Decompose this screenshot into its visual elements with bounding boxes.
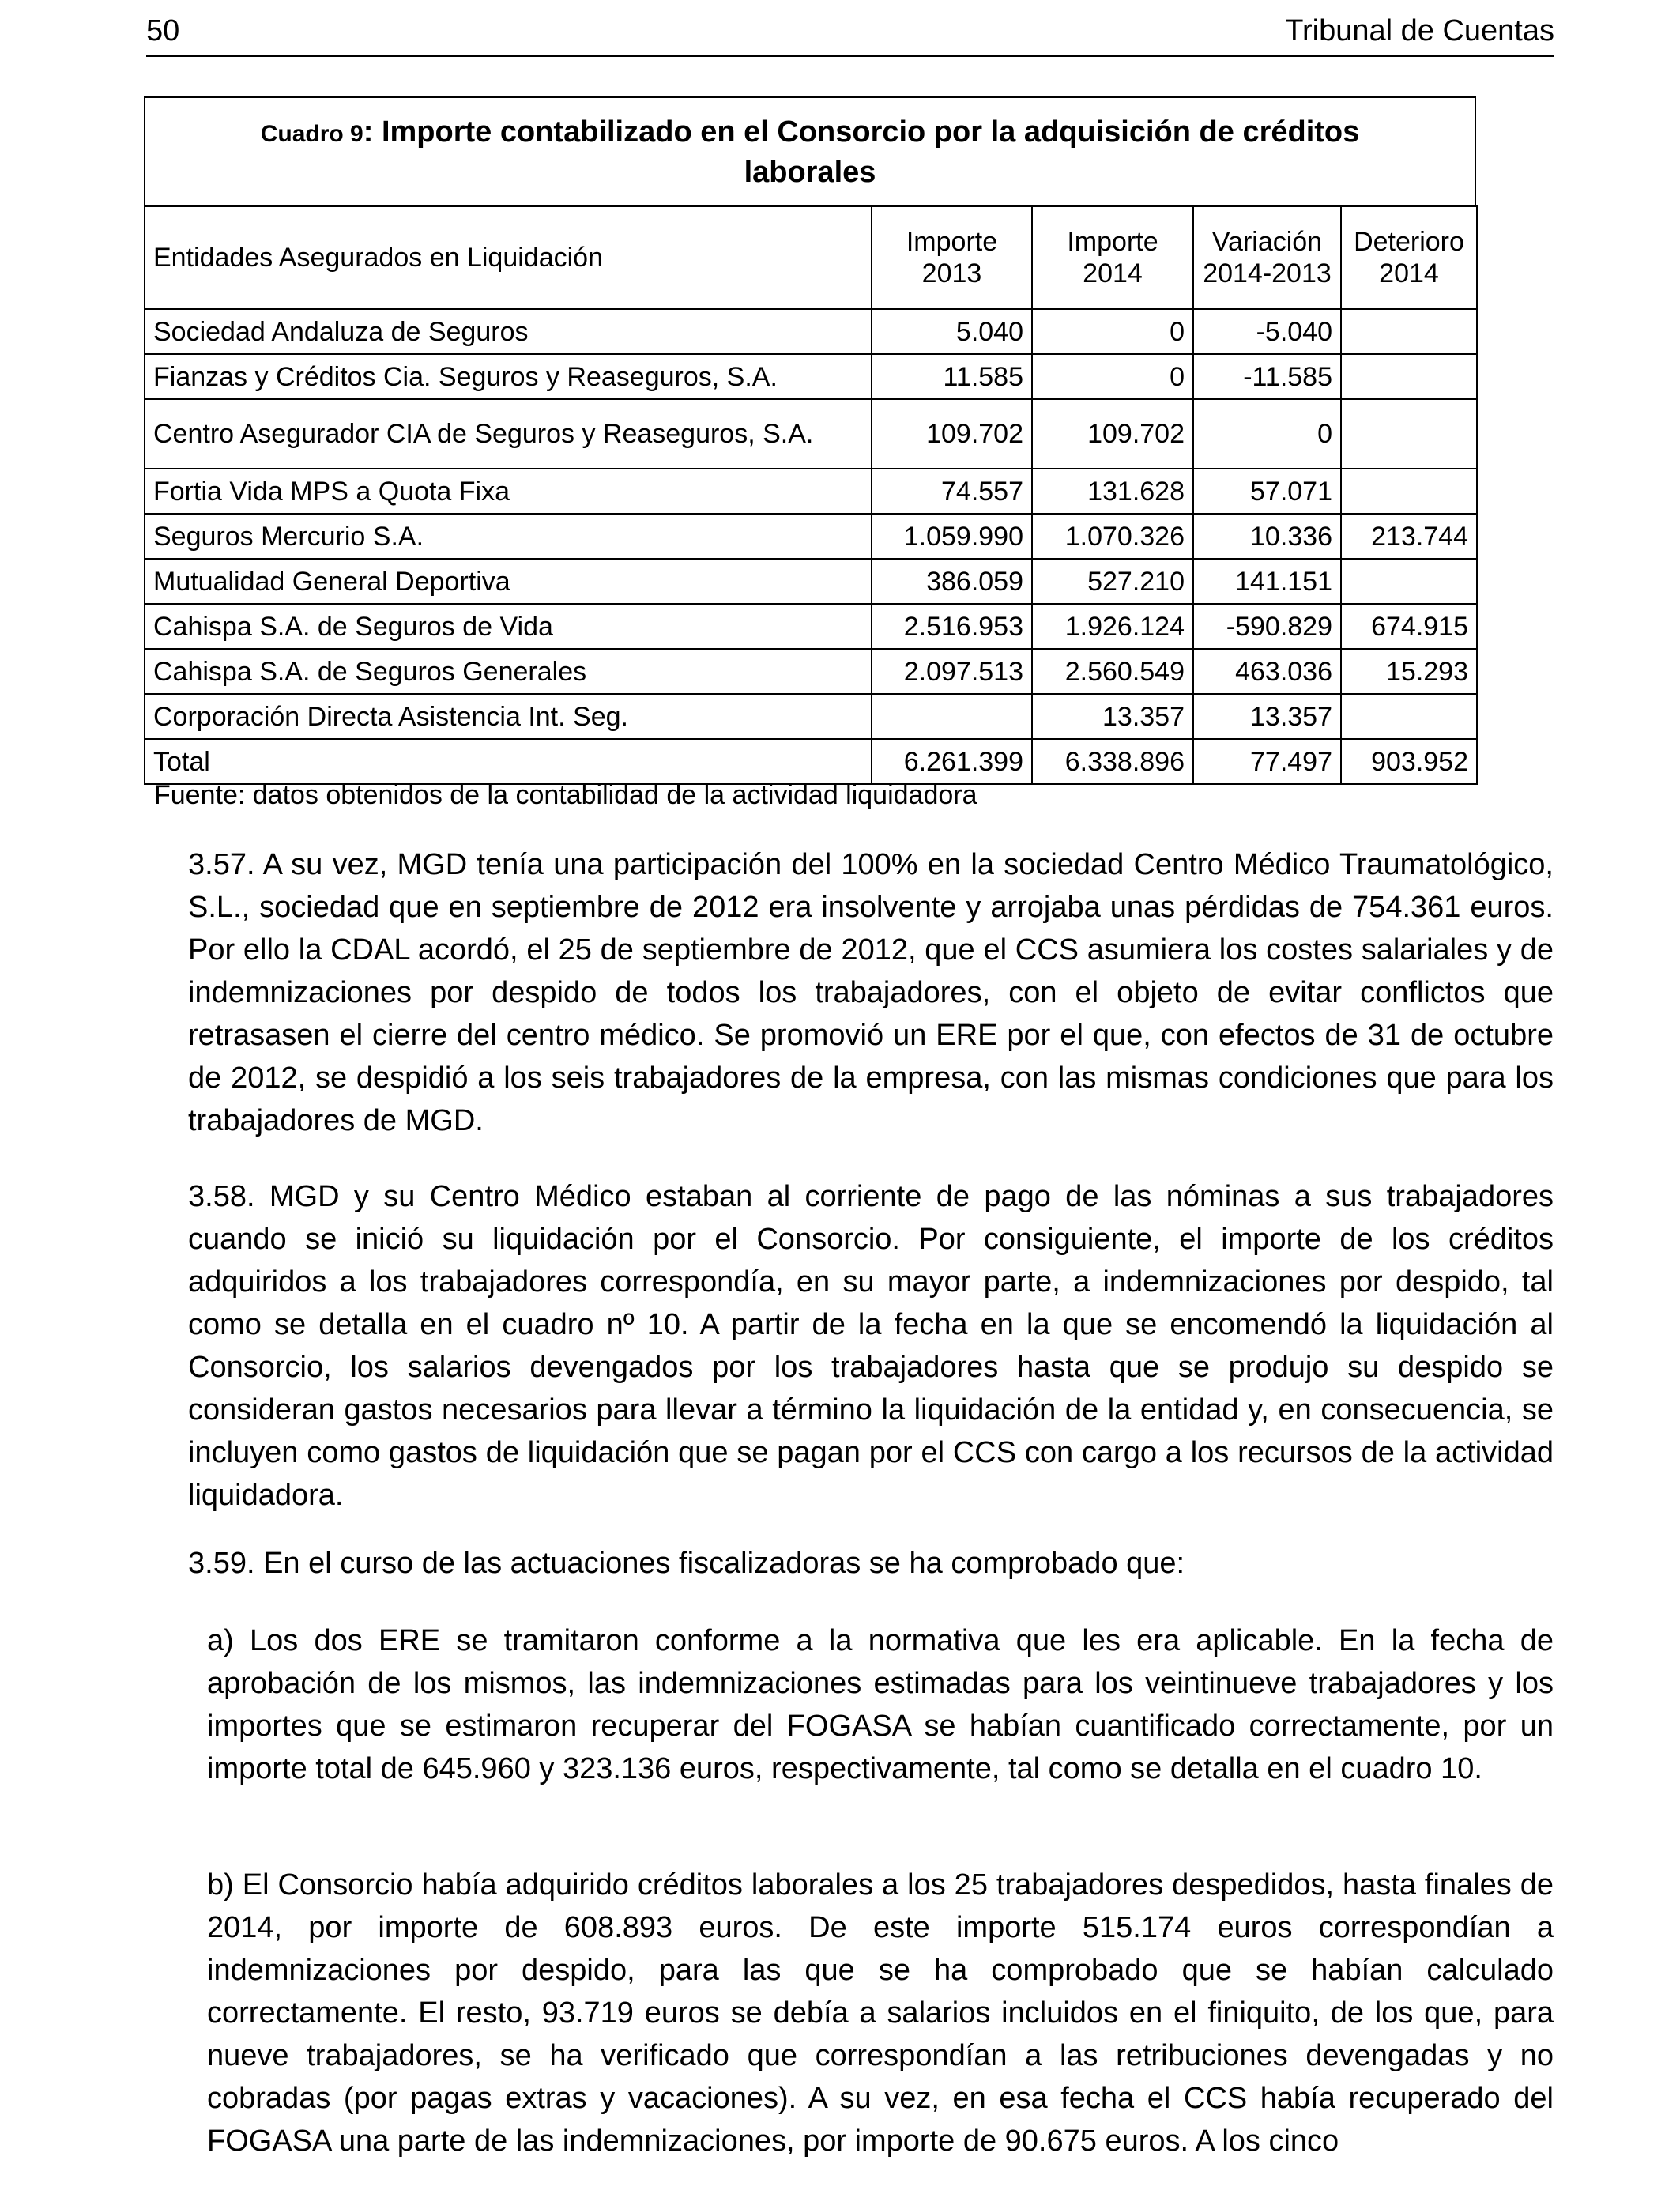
column-header: Entidades Asegurados en Liquidación — [145, 206, 872, 309]
entity-name: Fortia Vida MPS a Quota Fixa — [145, 469, 872, 514]
header-row — [145, 206, 1477, 309]
amount-2014: 1.070.326 — [1032, 514, 1193, 559]
table-row — [145, 399, 1477, 469]
caption-prefix: Cuadro 9 — [260, 120, 363, 147]
entity-name: Centro Asegurador CIA de Seguros y Reaseguros, S.A. — [145, 399, 872, 469]
total-impairment: 903.952 — [1341, 739, 1477, 784]
amount-2013 — [872, 694, 1032, 739]
impairment-2014 — [1341, 354, 1477, 399]
caption-text: : Importe contabilizado en el Consorcio por la adquisición de créditos laborales — [363, 115, 1360, 189]
table-row — [145, 694, 1477, 739]
table-caption — [144, 96, 1476, 205]
amount-2014: 13.357 — [1032, 694, 1193, 739]
table-row — [145, 469, 1477, 514]
total-row — [145, 739, 1477, 784]
impairment-2014: 15.293 — [1341, 649, 1477, 694]
impairment-2014 — [1341, 309, 1477, 354]
entity-name: Corporación Directa Asistencia Int. Seg. — [145, 694, 872, 739]
total-label: Total — [145, 739, 872, 784]
variation: -5.040 — [1193, 309, 1341, 354]
entity-name: Cahispa S.A. de Seguros Generales — [145, 649, 872, 694]
entity-name: Sociedad Andaluza de Seguros — [145, 309, 872, 354]
impairment-2014 — [1341, 399, 1477, 469]
amount-2013: 2.516.953 — [872, 604, 1032, 649]
document-source: Tribunal de Cuentas — [1285, 14, 1554, 47]
total-variation: 77.497 — [1193, 739, 1341, 784]
page-header — [146, 14, 1554, 57]
variation: -590.829 — [1193, 604, 1341, 649]
amount-2013: 109.702 — [872, 399, 1032, 469]
amount-2013: 74.557 — [872, 469, 1032, 514]
column-header: Importe 2014 — [1032, 206, 1193, 309]
entity-name: Cahispa S.A. de Seguros de Vida — [145, 604, 872, 649]
amount-2014: 2.560.549 — [1032, 649, 1193, 694]
paragraph-3-59-b: b) El Consorcio había adquirido créditos laborales a los 25 trabajadores despedidos, hasta finales de 2014, por importe de 608.893 euros. De este importe 515.174 euros correspondían a indemnizaciones por despido, para las que se ha comprobado que se habían calculado correctamente. El resto, 93.719 euros se debía a salarios incluidos en el finiquito, de los que, para nueve trabajadores, se ha verificado que correspondían a las retribuciones devengadas y no cobradas (por pagas extras y vacaciones). A su vez, en esa fecha el CCS había recuperado del FOGASA una parte de las indemnizaciones, por importe de 90.675 euros. A los cinco — [207, 1868, 1554, 2158]
impairment-2014: 674.915 — [1341, 604, 1477, 649]
impairment-2014 — [1341, 469, 1477, 514]
amount-2013: 386.059 — [872, 559, 1032, 604]
column-header: Variación 2014-2013 — [1193, 206, 1341, 309]
entity-name: Seguros Mercurio S.A. — [145, 514, 872, 559]
variation: 10.336 — [1193, 514, 1341, 559]
impairment-2014 — [1341, 559, 1477, 604]
paragraph-3-59: 3.59. En el curso de las actuaciones fiscalizadoras se ha comprobado que: — [188, 1547, 1185, 1580]
table-row — [145, 354, 1477, 399]
total-2014: 6.338.896 — [1032, 739, 1193, 784]
page-number: 50 — [146, 14, 180, 47]
impairment-2014 — [1341, 694, 1477, 739]
column-header: Importe 2013 — [872, 206, 1032, 309]
variation: 141.151 — [1193, 559, 1341, 604]
impairment-2014: 213.744 — [1341, 514, 1477, 559]
column-header: Deterioro 2014 — [1341, 206, 1477, 309]
amount-2013: 11.585 — [872, 354, 1032, 399]
amount-2014: 109.702 — [1032, 399, 1193, 469]
paragraph-3-57: 3.57. A su vez, MGD tenía una participación del 100% en la sociedad Centro Médico Traumatológico, S.L., sociedad que en septiembre de 2012 era insolvente y arrojaba unas pérdidas de 754.361 euros. Por ello la CDAL acordó, el 25 de septiembre de 2012, que el CCS asumiera los costes salariales y de indemnizaciones por despido de todos los trabajadores, con el objeto de evitar conflictos que retrasasen el cierre del centro médico. Se promovió un ERE por el que, con efectos de 31 de octubre de 2012, se despidió a los seis trabajadores de la empresa, con las mismas condiciones que para los trabajadores de MGD. — [188, 848, 1554, 1137]
paragraph-3-58: 3.58. MGD y su Centro Médico estaban al corriente de pago de las nóminas a sus trabajadores cuando se inició su liquidación por el Consorcio. Por consiguiente, el importe de los créditos adquiridos a los trabajadores correspondía, en su mayor parte, a indemnizaciones por despido, tal como se detalla en el cuadro nº 10. A partir de la fecha en la que se encomendó la liquidación al Consorcio, los salarios devengados por los trabajadores hasta que se produjo su despido se consideran gastos necesarios para llevar a término la liquidación de la entidad y, en consecuencia, se incluyen como gastos de liquidación que se pagan por el CCS con cargo a los recursos de la actividad liquidadora. — [188, 1180, 1554, 1512]
variation: -11.585 — [1193, 354, 1341, 399]
entity-name: Fianzas y Créditos Cia. Seguros y Reaseguros, S.A. — [145, 354, 872, 399]
table-source-note: Fuente: datos obtenidos de la contabilidad de la actividad liquidadora — [154, 780, 977, 810]
table-cuadro-9 — [144, 96, 1476, 785]
table-row — [145, 649, 1477, 694]
variation: 57.071 — [1193, 469, 1341, 514]
variation: 13.357 — [1193, 694, 1341, 739]
total-2013: 6.261.399 — [872, 739, 1032, 784]
entity-name: Mutualidad General Deportiva — [145, 559, 872, 604]
paragraph-3-59-a: a) Los dos ERE se tramitaron conforme a la normativa que les era aplicable. En la fecha de aprobación de los mismos, las indemnizaciones estimadas para los veintinueve trabajadores y los importes que se estimaron recuperar del FOGASA se habían cuantificado correctamente, por un importe total de 645.960 y 323.136 euros, respectivamente, tal como se detalla en el cuadro 10. — [207, 1624, 1554, 1785]
amount-2014: 1.926.124 — [1032, 604, 1193, 649]
table-row — [145, 514, 1477, 559]
table-row — [145, 309, 1477, 354]
table-row — [145, 559, 1477, 604]
data-table — [144, 205, 1478, 785]
amount-2014: 131.628 — [1032, 469, 1193, 514]
amount-2014: 0 — [1032, 354, 1193, 399]
amount-2013: 5.040 — [872, 309, 1032, 354]
table-row — [145, 604, 1477, 649]
variation: 463.036 — [1193, 649, 1341, 694]
amount-2014: 527.210 — [1032, 559, 1193, 604]
amount-2013: 2.097.513 — [872, 649, 1032, 694]
amount-2014: 0 — [1032, 309, 1193, 354]
variation: 0 — [1193, 399, 1341, 469]
amount-2013: 1.059.990 — [872, 514, 1032, 559]
